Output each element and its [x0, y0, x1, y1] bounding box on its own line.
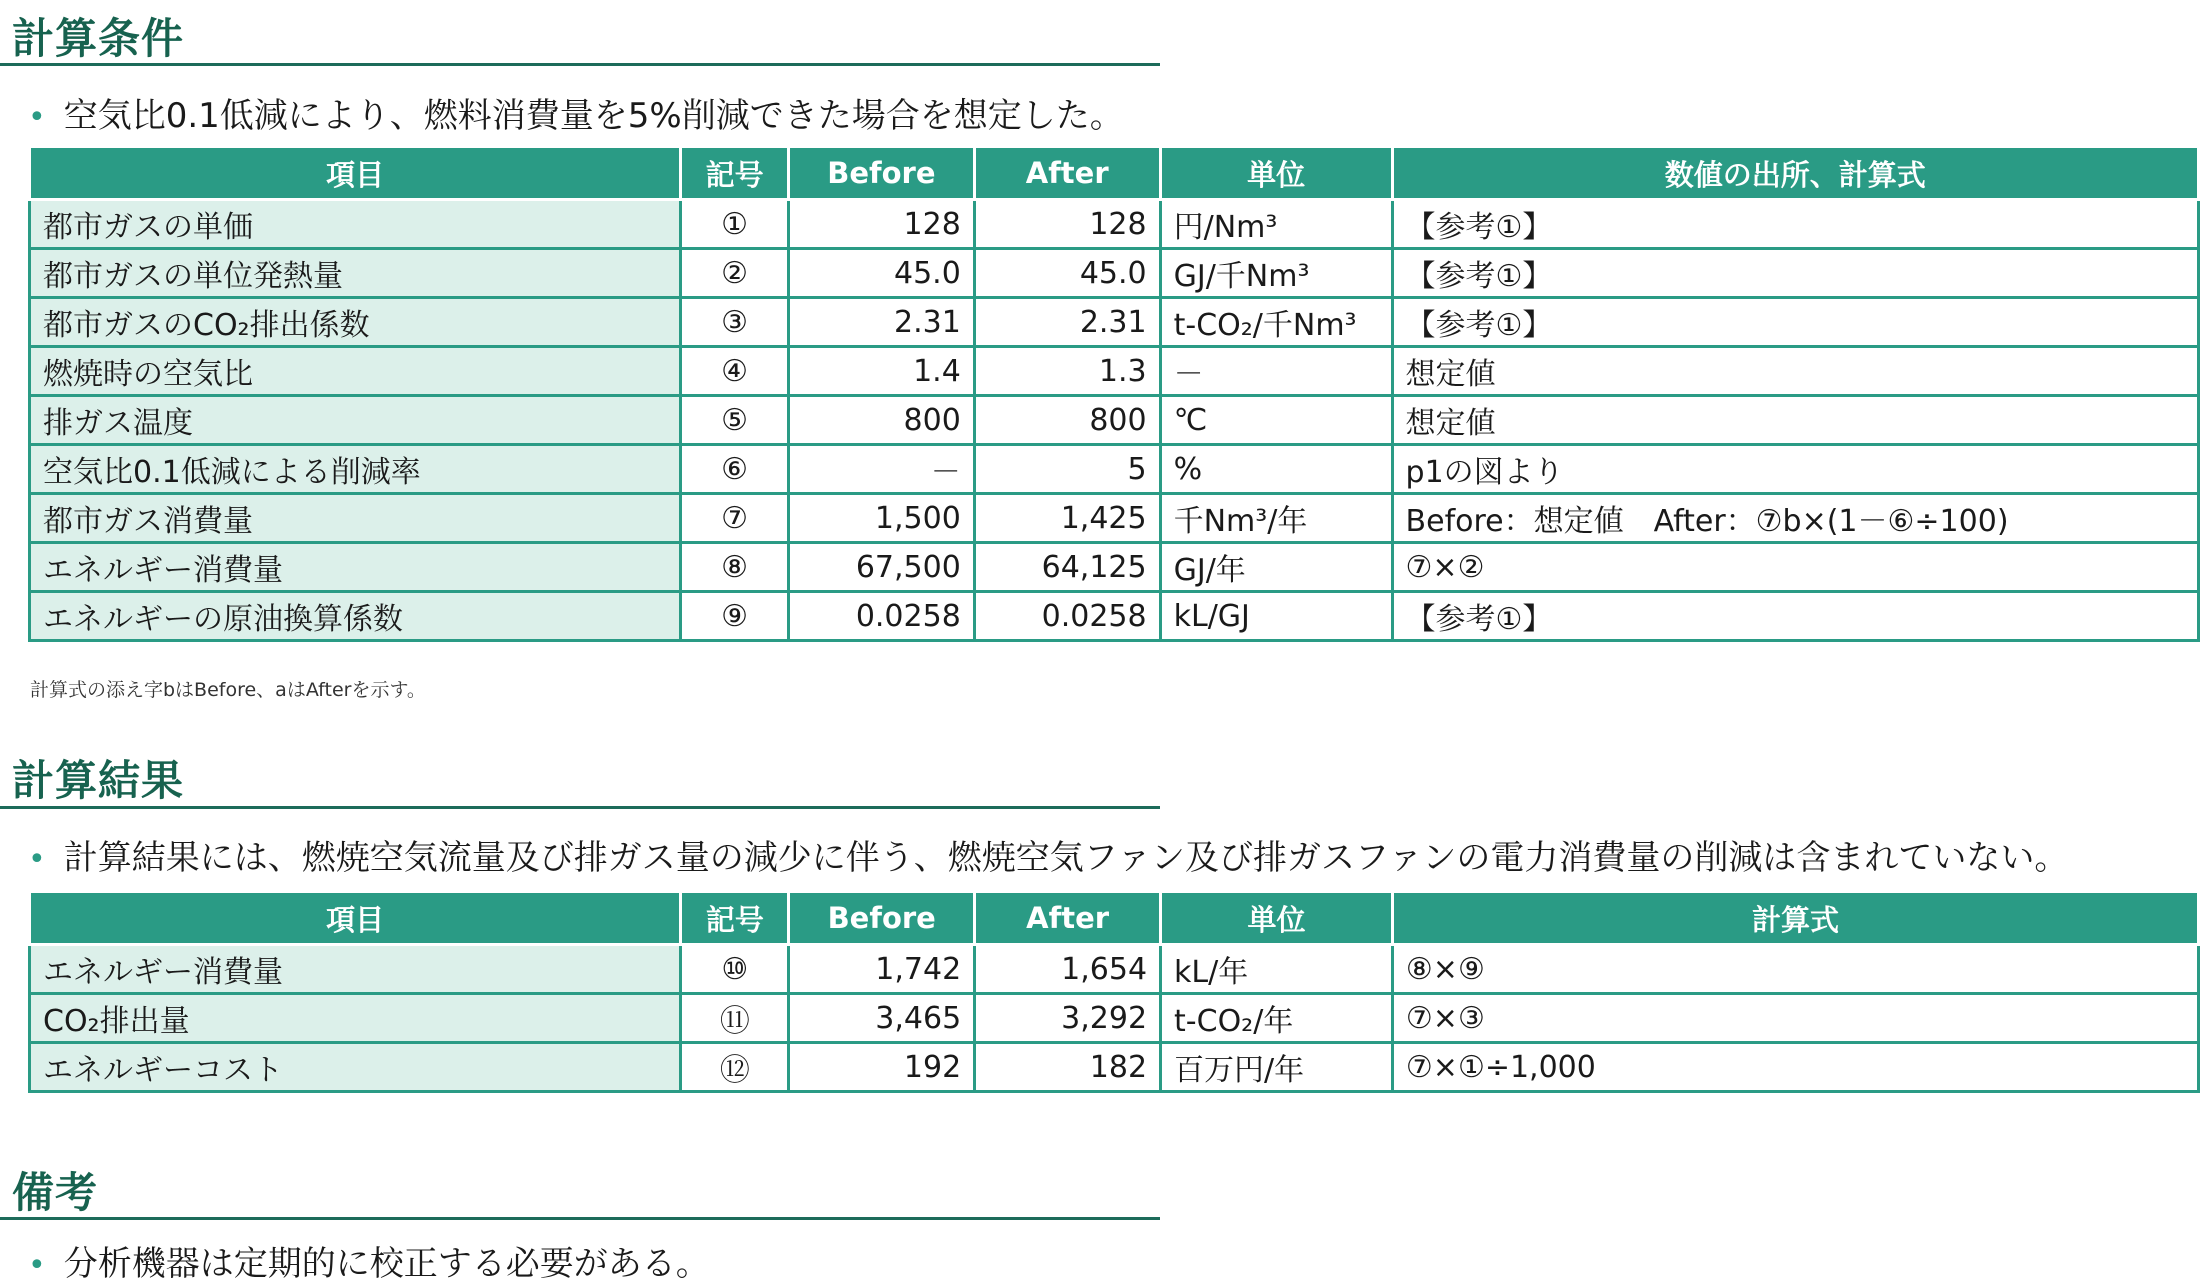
cell-source: 想定値 [1392, 396, 2198, 445]
section-title-results: 計算結果 [12, 756, 185, 805]
section-rule [0, 806, 1160, 809]
cell-after: 5 [974, 445, 1160, 494]
header-before: Before [789, 892, 975, 945]
cell-item: 都市ガスのCO₂排出係数 [30, 298, 681, 347]
table-row [30, 249, 2199, 298]
cell-before: 192 [789, 1043, 975, 1092]
cell-before: 128 [788, 200, 974, 249]
table-header-row [30, 147, 2199, 200]
section-rule [0, 1217, 1160, 1220]
table-row [30, 445, 2199, 494]
cell-unit: kL/年 [1161, 945, 1393, 994]
cell-unit: ℃ [1160, 396, 1392, 445]
cell-source: 【参考①】 [1392, 200, 2198, 249]
table-header-row [30, 892, 2199, 945]
header-item: 項目 [30, 892, 681, 945]
table-row [30, 1043, 2199, 1092]
cell-item: エネルギーの原油換算係数 [30, 592, 681, 641]
cell-after: 1,425 [974, 494, 1160, 543]
cell-before: 2.31 [788, 298, 974, 347]
table-row [30, 994, 2199, 1043]
cell-item: エネルギー消費量 [30, 543, 681, 592]
cell-item: 空気比0.1低減による削減率 [30, 445, 681, 494]
results-table [28, 890, 2200, 1093]
cell-item: エネルギーコスト [30, 1043, 681, 1092]
cell-symbol: ⑦ [681, 494, 789, 543]
cell-unit: GJ/千Nm³ [1160, 249, 1392, 298]
cell-unit: 円/Nm³ [1160, 200, 1392, 249]
cell-symbol: ⑧ [681, 543, 789, 592]
bullet-conditions [28, 88, 1124, 137]
cell-symbol: ④ [681, 347, 789, 396]
cell-after: 1,654 [975, 945, 1161, 994]
cell-symbol: ⑨ [681, 592, 789, 641]
header-unit: 単位 [1161, 892, 1393, 945]
cell-source: Before：想定値 After：⑦b×(1－⑥÷100) [1392, 494, 2198, 543]
cell-source: ⑧×⑨ [1392, 945, 2198, 994]
table-row [30, 543, 2199, 592]
cell-source: 【参考①】 [1392, 298, 2198, 347]
cell-item: エネルギー消費量 [30, 945, 681, 994]
cell-before: 3,465 [789, 994, 975, 1043]
cell-item: 燃焼時の空気比 [30, 347, 681, 396]
bullet-text: 空気比0.1低減により、燃料消費量を5%削減できた場合を想定した。 [63, 96, 1124, 136]
section-rule [0, 63, 1160, 66]
bullet-dot-icon: • [28, 1248, 46, 1283]
cell-source: ⑦×③ [1392, 994, 2198, 1043]
cell-symbol: ⑫ [681, 1043, 789, 1092]
table-row [30, 298, 2199, 347]
cell-before: 1.4 [788, 347, 974, 396]
header-after: After [975, 892, 1161, 945]
header-before: Before [788, 147, 974, 200]
cell-after: 128 [974, 200, 1160, 249]
cell-before: 45.0 [788, 249, 974, 298]
cell-unit: 百万円/年 [1161, 1043, 1393, 1092]
header-unit: 単位 [1160, 147, 1392, 200]
section-title-conditions: 計算条件 [12, 14, 185, 63]
cell-before: 0.0258 [788, 592, 974, 641]
table-row [30, 200, 2199, 249]
cell-after: 3,292 [975, 994, 1161, 1043]
cell-unit: t-CO₂/年 [1161, 994, 1393, 1043]
bullet-dot-icon: • [28, 100, 46, 135]
cell-unit: kL/GJ [1160, 592, 1392, 641]
cell-unit: 千Nm³/年 [1160, 494, 1392, 543]
cell-before: 1,500 [788, 494, 974, 543]
header-source: 数値の出所、計算式 [1392, 147, 2198, 200]
cell-symbol: ① [681, 200, 789, 249]
table-row [30, 945, 2199, 994]
cell-symbol: ⑥ [681, 445, 789, 494]
header-after: After [974, 147, 1160, 200]
cell-source: p1の図より [1392, 445, 2198, 494]
cell-item: 都市ガスの単価 [30, 200, 681, 249]
bullet-results [28, 830, 2068, 879]
cell-after: 0.0258 [974, 592, 1160, 641]
cell-source: 想定値 [1392, 347, 2198, 396]
cell-unit: GJ/年 [1160, 543, 1392, 592]
bullet-text: 計算結果には、燃焼空気流量及び排ガス量の減少に伴う、燃焼空気ファン及び排ガスファンの電力消費量の削減は含まれていない。 [63, 838, 2069, 878]
cell-after: 64,125 [974, 543, 1160, 592]
table-row [30, 347, 2199, 396]
table-row [30, 396, 2199, 445]
header-symbol: 記号 [681, 892, 789, 945]
cell-before: 67,500 [788, 543, 974, 592]
cell-before: 1,742 [789, 945, 975, 994]
bullet-dot-icon: • [28, 842, 46, 877]
cell-source: ⑦×①÷1,000 [1392, 1043, 2198, 1092]
cell-item: 都市ガス消費量 [30, 494, 681, 543]
cell-before: － [788, 445, 974, 494]
table-row [30, 592, 2199, 641]
section-title-remarks: 備考 [12, 1168, 99, 1217]
header-item: 項目 [30, 147, 681, 200]
cell-symbol: ⑩ [681, 945, 789, 994]
cell-unit: － [1160, 347, 1392, 396]
cell-before: 800 [788, 396, 974, 445]
cell-item: 排ガス温度 [30, 396, 681, 445]
cell-source: 【参考①】 [1392, 592, 2198, 641]
cell-after: 1.3 [974, 347, 1160, 396]
bullet-remarks [28, 1236, 710, 1285]
cell-symbol: ② [681, 249, 789, 298]
header-symbol: 記号 [681, 147, 789, 200]
cell-after: 45.0 [974, 249, 1160, 298]
cell-source: ⑦×② [1392, 543, 2198, 592]
cell-after: 2.31 [974, 298, 1160, 347]
cell-source: 【参考①】 [1392, 249, 2198, 298]
cell-item: 都市ガスの単位発熱量 [30, 249, 681, 298]
table-footnote: 計算式の添え字bはBefore、aはAfterを示す。 [30, 679, 426, 701]
conditions-table [28, 145, 2200, 642]
cell-symbol: ⑪ [681, 994, 789, 1043]
table-row [30, 494, 2199, 543]
cell-symbol: ⑤ [681, 396, 789, 445]
cell-after: 800 [974, 396, 1160, 445]
header-source: 計算式 [1392, 892, 2198, 945]
cell-unit: t-CO₂/千Nm³ [1160, 298, 1392, 347]
cell-after: 182 [975, 1043, 1161, 1092]
cell-item: CO₂排出量 [30, 994, 681, 1043]
cell-unit: % [1160, 445, 1392, 494]
cell-symbol: ③ [681, 298, 789, 347]
bullet-text: 分析機器は定期的に校正する必要がある。 [63, 1244, 710, 1284]
